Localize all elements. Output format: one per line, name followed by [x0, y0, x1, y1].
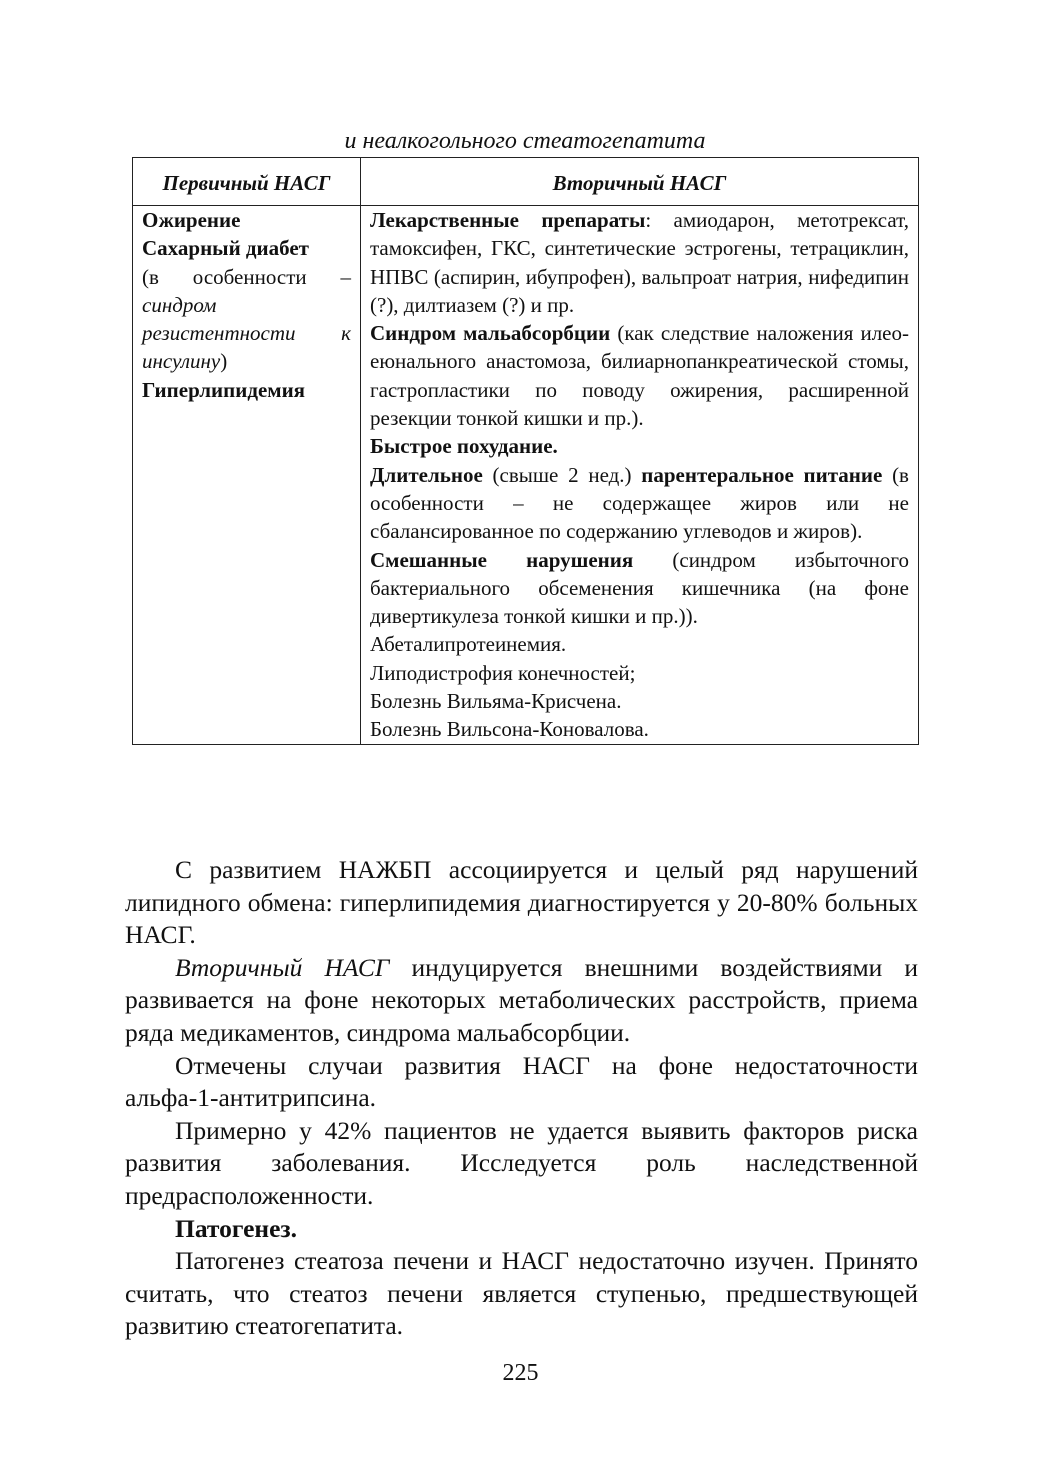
- note-open: (в особенности –: [142, 264, 351, 289]
- table-row: [133, 206, 919, 745]
- page-number: 225: [502, 1360, 539, 1386]
- paragraph-antitrypsin: Отмечены случаи развития НАСГ на фоне недостаточности альфа-1-антитрипсина.: [125, 1050, 918, 1113]
- secondary-mixed: [370, 546, 909, 631]
- primary-diabetes-note: [142, 263, 351, 376]
- malabs-text: (как следствие наложения илео-еюнального анастомоза, билиарнопанкреатической стомы, гастропластики по поводу ожирения, расширенной резекции тонкой кишки и пр.).: [370, 321, 909, 431]
- secondary-malabsorption: [370, 319, 909, 432]
- note-close: ): [220, 349, 228, 374]
- header-secondary: Вторичный НАСГ: [361, 158, 919, 206]
- nasg-table: [132, 157, 919, 745]
- drugs-title: Лекарственные препараты: [370, 208, 646, 232]
- mixed-title: Смешанные нарушения: [370, 547, 634, 572]
- secondary-weight-loss: Быстрое похудание.: [370, 434, 558, 459]
- list-item: Абеталипротеинемия.: [370, 632, 567, 657]
- parenteral-t1: (свыше 2 нед.): [482, 462, 642, 487]
- note-italic: синдром резистентности к инсулину: [142, 292, 351, 374]
- table-header-row: [133, 158, 919, 206]
- paragraph-risk: Примерно у 42% пациентов не удается выявить факторов риска развития заболевания. Исследуется роль наследственной предрасположенности.: [125, 1115, 918, 1210]
- secondary-parenteral: [370, 461, 909, 546]
- section-heading: Патогенез.: [175, 1213, 298, 1243]
- primary-cell: [133, 206, 361, 745]
- list-item: Болезнь Вильяма-Крисчена.: [370, 689, 622, 714]
- drugs-text: : амиодарон, метотрексат, тамоксифен, ГКС, синтетические эстрогены, тетрациклин, НПВС (аспирин, ибупрофен), вальпроат натрия, нифедипин (?), дилтиазем (?) и пр.: [370, 208, 909, 317]
- mixed-text: (синдром избыточного бактериального обсеменения кишечника (на фоне дивертикулеза тонкой кишки и пр.)).: [370, 547, 909, 629]
- table-caption: и неалкогольного стеатогепатита: [344, 128, 706, 154]
- primary-hyperlipidemia: Гиперлипидемия: [142, 377, 306, 402]
- list-item: Болезнь Вильсона-Коновалова.: [370, 717, 649, 742]
- secondary-cell: [361, 206, 919, 745]
- header-primary: Первичный НАСГ: [133, 158, 361, 206]
- parenteral-b2: парентеральное питание: [641, 462, 883, 487]
- malabs-title: Синдром мальабсорбции: [370, 321, 611, 346]
- parenteral-b1: Длительное: [370, 462, 483, 487]
- secondary-term: Вторичный НАСГ: [175, 952, 390, 982]
- paragraph-pathogenesis: Патогенез стеатоза печени и НАСГ недостаточно изучен. Принято считать, что стеатоз печени является ступенью, предшествующей развитию стеатогепатита.: [125, 1246, 918, 1341]
- body-text: [125, 854, 918, 1343]
- secondary-rest: индуцируется внешними воздействиями и развивается на фоне некоторых метаболических расстройств, приема ряда медикаментов, синдрома мальабсорбции.: [125, 952, 918, 1047]
- primary-obesity: Ожирение: [142, 208, 241, 232]
- paragraph-secondary: [125, 952, 918, 1050]
- paragraph-lipid: С развитием НАЖБП ассоциируется и целый ряд нарушений липидного обмена: гиперлипидемия диагностируется у 20-80% больных НАСГ.: [125, 855, 918, 950]
- list-item: Липодистрофия конечностей;: [370, 660, 636, 685]
- parenteral-t2: (в особенности – не содержащее жиров или не сбалансированное по содержанию углеводов и жиров).: [370, 462, 909, 544]
- primary-diabetes: Сахарный диабет: [142, 236, 309, 261]
- secondary-drugs: [370, 206, 909, 319]
